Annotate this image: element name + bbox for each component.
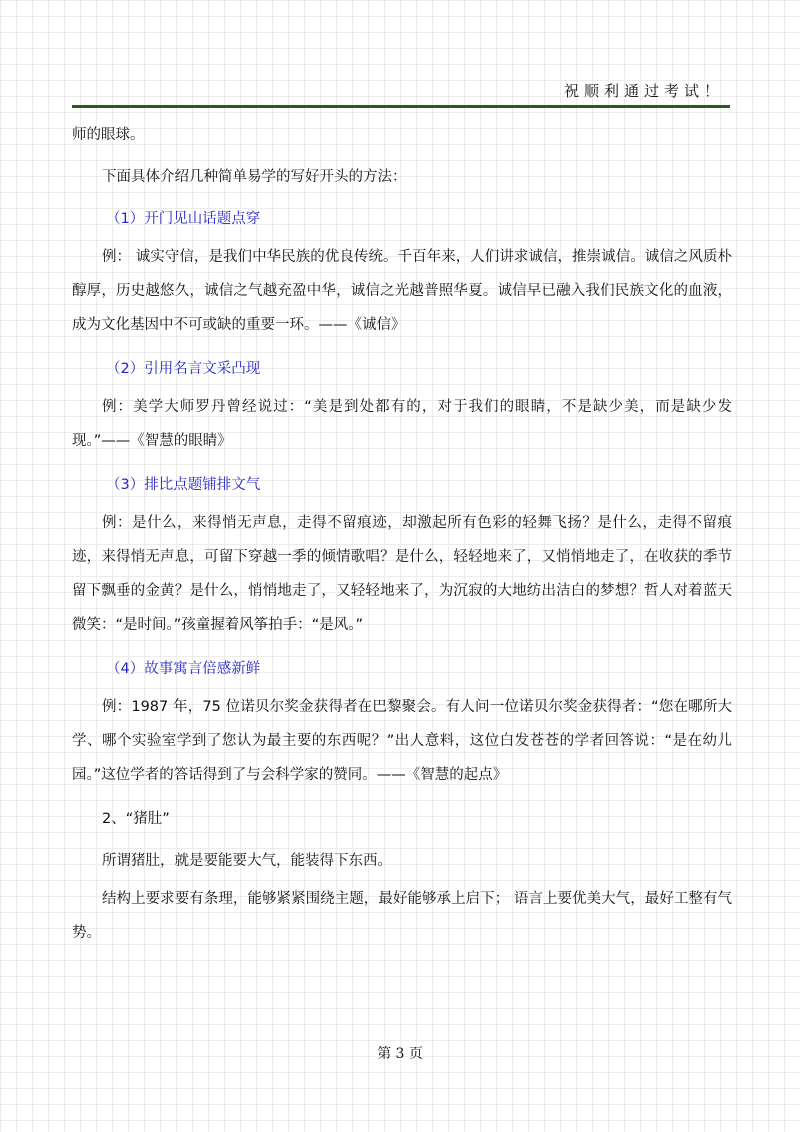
- section-heading: （1）开门见山话题点穿: [106, 211, 261, 227]
- section-heading: （4）故事寓言倍感新鲜: [106, 661, 261, 677]
- paragraph: 结构上要求要有条理，能够紧紧围绕主题，最好能够承上启下； 语言上要优美大气，最好工整有气势。: [72, 891, 732, 941]
- paragraph: 师的眼球。: [72, 127, 145, 143]
- example-paragraph: 例：是什么，来得悄无声息，走得不留痕迹，却激起所有色彩的轻舞飞扬？是什么，走得不留痕迹，来得悄无声息，可留下穿越一季的倾情歌唱？是什么，轻轻地来了，又悄悄地走了，在收获的季节留下飘垂的金黄？是什么，悄悄地走了，又轻轻地来了，为沉寂的大地纺出洁白的梦想？哲人对着蓝天微笑：“是时间。”孩童握着风筝拍手：“是风。”: [72, 515, 732, 633]
- example-paragraph: 例： 诚实守信，是我们中华民族的优良传统。千百年来，人们讲求诚信，推崇诚信。诚信之风质朴醇厚，历史越悠久，诚信之气越充盈中华，诚信之光越普照华夏。诚信早已融入我们民族文化的血液，成为文化基因中不可或缺的重要一环。——《诚信》: [72, 249, 732, 333]
- header-rule: [72, 105, 730, 108]
- subsection-title: 2、“猪肚”: [102, 811, 170, 827]
- page-number: 第 3 页: [377, 1046, 423, 1062]
- paragraph: 所谓猪肚，就是要能要大气，能装得下东西。: [102, 853, 392, 869]
- section-heading: （3）排比点题铺排文气: [106, 477, 261, 493]
- paragraph: 下面具体介绍几种简单易学的写好开头的方法：: [102, 169, 407, 185]
- example-paragraph: 例：1987 年，75 位诺贝尔奖金获得者在巴黎聚会。有人问一位诺贝尔奖金获得者：“您在哪所大学、哪个实验室学到了您认为最主要的东西呢？”出人意料，这位白发苍苍的学者回答说：“是在幼儿园。”这位学者的答话得到了与会科学家的赞同。——《智慧的起点》: [72, 699, 732, 783]
- page-header: 祝顺利通过考试！: [563, 82, 724, 100]
- document-body: [72, 114, 732, 956]
- section-heading: （2）引用名言文采凸现: [106, 361, 261, 377]
- example-paragraph: 例：美学大师罗丹曾经说过：“美是到处都有的，对于我们的眼睛，不是缺少美，而是缺少发现。”——《智慧的眼睛》: [72, 399, 732, 449]
